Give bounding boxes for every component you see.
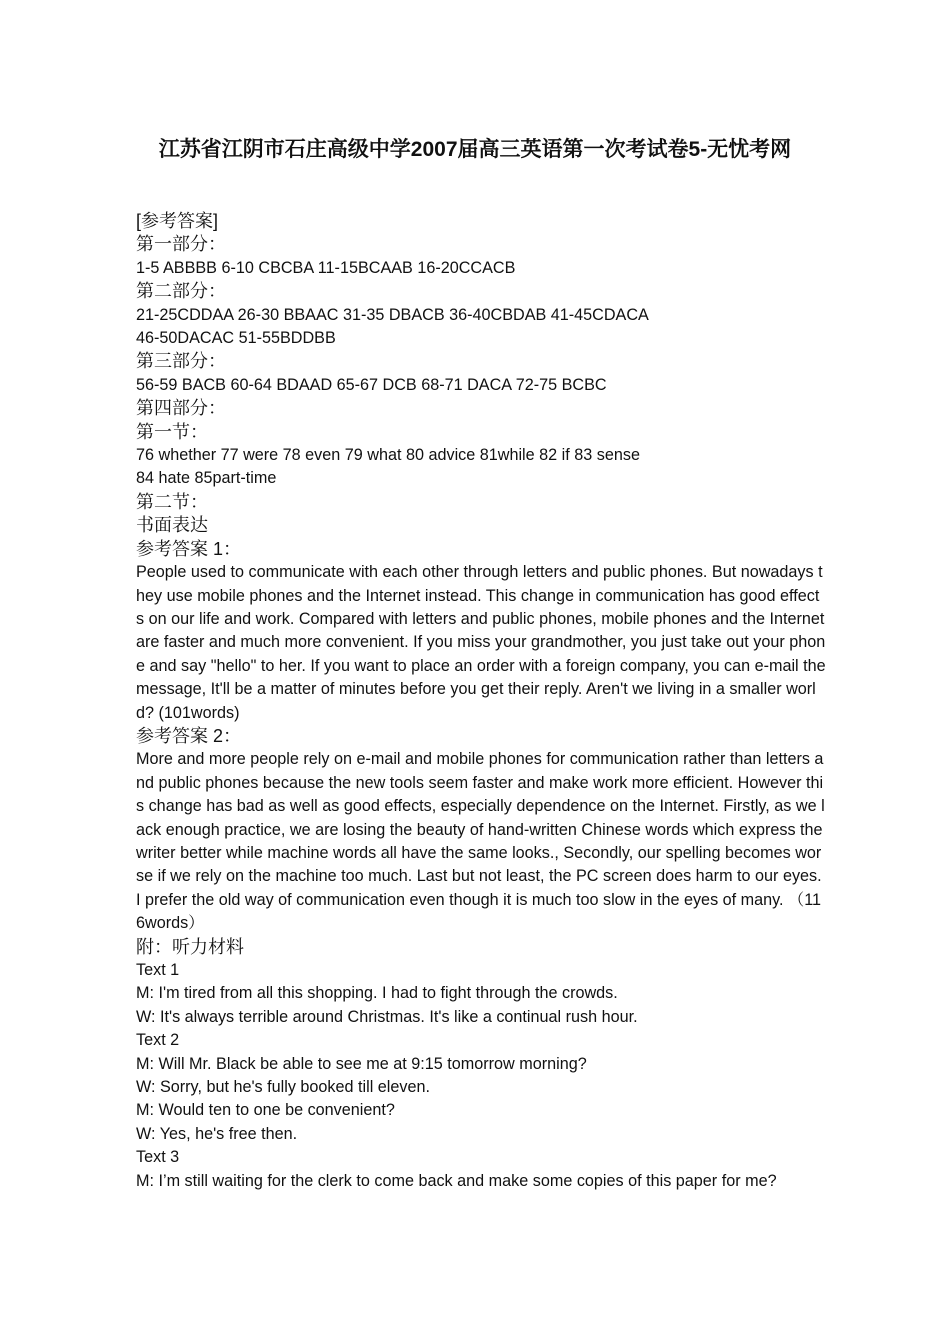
part3-heading: 第三部分： — [136, 351, 226, 372]
reference-answer-1-text: People used to communicate with each other through letters and public phones. But nowadays they use mobile phones and the Internet instead. This change in communication has good effects on our life and work. Compared with letters and public phones, mobile phones and the Internet are faster and much more convenient. If you miss your grandmother, you just take out your phone and say "hello" to her. If you want to place an order with a foreign company, you can e-mail the message, It'll be a matter of minutes before you get their reply. Aren't we living in a smaller world? (101words) — [136, 563, 826, 722]
dialogue-line: W: It's always terrible around Christmas. It's like a continual rush hour. — [136, 1007, 638, 1026]
part2-heading: 第二部分： — [136, 281, 226, 302]
document-title: 江苏省江阴市石庄高级中学2007届高三英语第一次考试卷5-无忧考网 — [158, 138, 792, 161]
part4-section1-heading: 第一节： — [136, 421, 208, 442]
reference-answer-2-heading: 参考答案 2： — [136, 725, 242, 746]
part4-heading: 第四部分： — [136, 398, 226, 419]
part4-section2-heading: 第二节： — [136, 491, 208, 512]
part1-answers: 1-5 ABBBB 6-10 CBCBA 11-15BCAAB 16-20CCACB — [136, 258, 516, 277]
document-body — [136, 210, 826, 1193]
part3-answers: 56-59 BACB 60-64 BDAAD 65-67 DCB 68-71 DACA 72-75 BCBC — [136, 375, 607, 394]
writing-heading: 书面表达 — [136, 515, 208, 536]
text1-label: Text 1 — [136, 961, 180, 979]
reference-answer-1-heading: 参考答案 1： — [136, 538, 242, 559]
dialogue-line: W: Sorry, but he's fully booked till eleven. — [136, 1078, 431, 1097]
dialogue-line: M: Would ten to one be convenient? — [136, 1101, 395, 1120]
part2-answers-line2: 46-50DACAC 51-55BDDBB — [136, 329, 336, 348]
reference-answer-2-text: More and more people rely on e-mail and mobile phones for communication rather than letters and public phones because the new tools seem faster and make work more efficient. However this change has bad as well as good effects, especially dependence on the Internet. Firstly, as we lack enough practice, we are losing the beauty of hand-written Chinese words which express the writer better while machine words all have the same looks., Secondly, our spelling becomes worse if we rely on the machine too much. Last but not least, the PC screen does harm to our eyes. I prefer the old way of communication even though it is much too slow in the eyes of many. （116words） — [136, 750, 825, 933]
answer-key-label: [参考答案] — [136, 211, 219, 231]
text3-label: Text 3 — [136, 1148, 180, 1167]
part4-section1-line1: 76 whether 77 were 78 even 79 what 80 advice 81while 82 if 83 sense — [136, 446, 640, 465]
dialogue-line: M: I’m still waiting for the clerk to come back and make some copies of this paper for me? — [136, 1171, 777, 1190]
dialogue-line: M: I'm tired from all this shopping. I had to fight through the crowds. — [136, 984, 618, 1003]
dialogue-line: M: Will Mr. Black be able to see me at 9:15 tomorrow morning? — [136, 1054, 587, 1073]
part1-heading: 第一部分： — [136, 234, 226, 255]
part2-answers-line1: 21-25CDDAA 26-30 BBAAC 31-35 DBACB 36-40CBDAB 41-45CDACA — [136, 305, 649, 324]
text2-label: Text 2 — [136, 1031, 180, 1050]
dialogue-line: W: Yes, he's free then. — [136, 1124, 298, 1143]
part4-section1-line2: 84 hate 85part-time — [136, 469, 277, 488]
listening-heading: 附：听力材料 — [136, 936, 244, 957]
